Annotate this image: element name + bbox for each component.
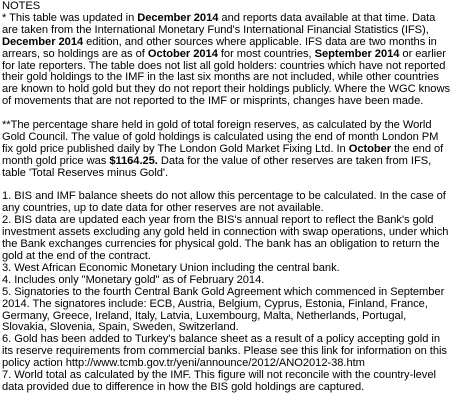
footnote-7: 7. World total as calculated by the IMF. This figure will not reconcile with the country-level data provided due to difference in how the BIS gold holdings are captured. [2, 369, 436, 393]
update-paragraph [2, 13, 451, 108]
notes-heading: NOTES [2, 0, 41, 12]
update-date-bold: December 2014 [137, 11, 219, 24]
percentage-paragraph [2, 120, 451, 180]
holdings-month-bold: October 2014 [147, 47, 218, 60]
percentage-text-2: the end of month gold price was [2, 142, 444, 167]
percentage-text-1: **The percentage share held in gold of total foreign reserves, as calculated by the World Gold Council. The value of gold holdings is calculated using the end of month London PM fix gold price published daily by The London Gold Market Fixing Ltd. In [2, 119, 439, 155]
percentage-text-3: Data for the value of other reserves are taken from IFS, table 'Total Reserves minus Gold'. [2, 154, 432, 179]
update-text-5: or earlier for late reporters. The table does not list all gold holders: countries which have not reported their gold holdings to the IMF in the last six months are not included, while other countries are known to hold gold but they do not report their holdings publicly. Where the WGC knows of movements that are not reported to the IMF or misprints, changes have been made. [2, 47, 450, 108]
update-text-2: and reports data available at that time. Data are taken from the International Monetary Fund's International Financial Statistics (IFS), [2, 11, 436, 36]
update-text-4: for most countries, [217, 47, 315, 60]
footnote-4: 4. Includes only "Monetary gold" as of February 2014. [2, 273, 265, 286]
late-reporters-month-bold: September 2014 [314, 47, 400, 60]
footnote-1: 1. BIS and IMF balance sheets do not allow this percentage to be calculated. In the case of any countries, up to date data for other reserves are not available. [2, 190, 446, 215]
footnote-3: 3. West African Economic Monetary Union including the central bank. [2, 261, 340, 274]
update-text-1: * This table was updated in [2, 11, 138, 24]
price-month-bold: October [348, 142, 392, 155]
footnote-5: 5. Signatories to the fourth Central Bank Gold Agreement which commenced in September 2014. The signatores include: ECB, Austria, Belgium, Cyprus, Estonia, Finland, France, Germany, Greece, Ireland, Italy, Latvia, Luxembourg, Malta, Netherlands, Portugal, Slovakia, Slovenia, Spain, Sweden, Switzerland. [2, 285, 445, 334]
footnote-2: 2. BIS data are updated each year from the BIS's annual report to reflect the Bank's gold investment assets excluding any gold held in connection with swap operations, under which the Bank exchanges currencies for physical gold. The bank has an obligation to return the gold at the end of the contract. [2, 214, 449, 262]
update-text-3: edition, and other sources where applicable. IFS data are two months in arrears, so holdings are as of [2, 35, 437, 60]
ifs-edition-bold: December 2014 [2, 35, 84, 48]
notes-document [2, 1, 451, 394]
gold-price-bold: $1164.25. [109, 154, 158, 167]
footnote-6: 6. Gold has been added to Turkey's balance sheet as a result of a policy accepting gold in its reserve requirements from commercial banks. Please see this link for information on this policy action http://www.tcmb.gov.tr/yeni/announce/2012/ANO2012-38.htm [2, 333, 447, 370]
